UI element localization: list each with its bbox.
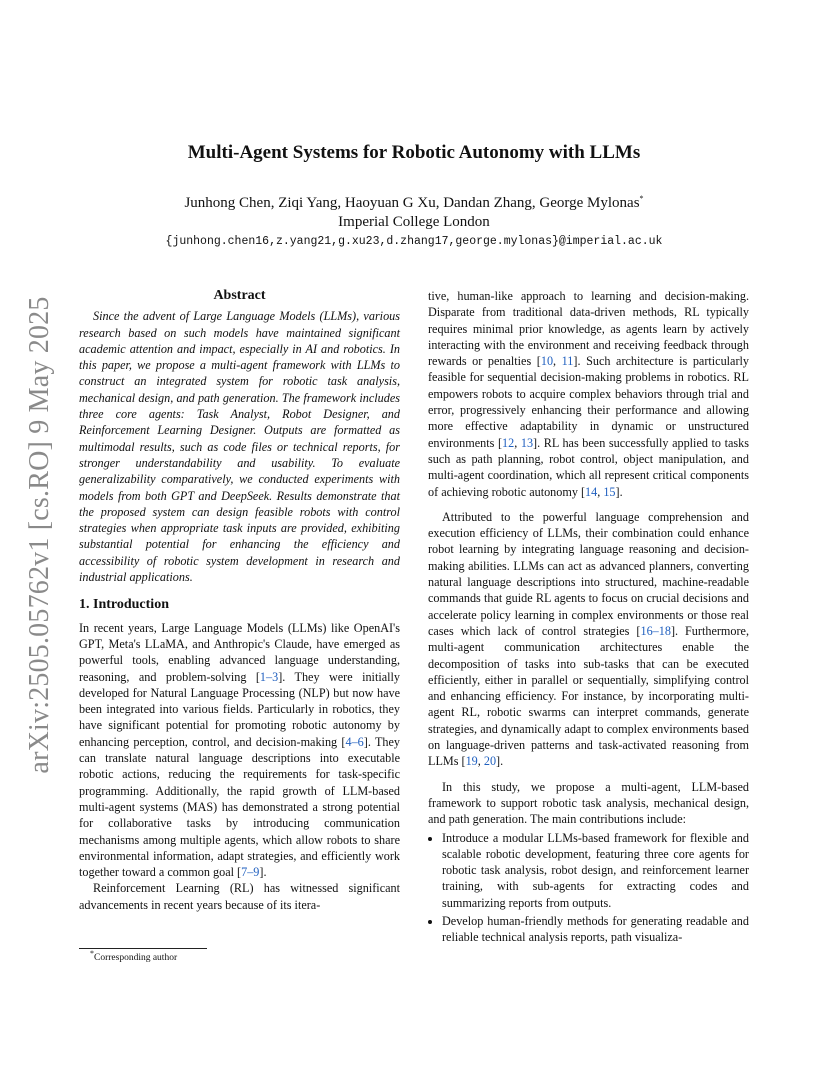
citation-link[interactable]: 10	[540, 354, 554, 369]
citation-link[interactable]: 1–3	[259, 669, 279, 684]
citation-link[interactable]: 13	[520, 435, 534, 450]
citation-link[interactable]: 19	[465, 754, 478, 769]
citation-link[interactable]: 11	[561, 354, 574, 369]
abstract-text: Since the advent of Large Language Models (LLMs), various research based on such models have maintained significant academic attention and impact, especially in AI and robotics. In this paper, we propose a multi-agent framework with LLMs to construct an integrated system for robotic task analysis, mechanical design, and path generation. The framework includes three core agents: Task Analyst, Robot Designer, and Reinforcement Learning Designer. Outputs are formatted as multimodal results, such as code files or technical reports, for stronger understandability and usability. To evaluate generalizability comparatively, we conducted experiments with models from both GPT and DeepSeek. Results demonstrate that the proposed system can design feasible robots with control strategies when appropriate task inputs are provided, exhibiting substantial potential for enhancing the efficiency and accessibility of robotic system development in research and industrial applications.	[79, 309, 400, 585]
list-item: • Develop human-friendly methods for generating readable and reliable technical analysis reports, path visualiza-	[442, 913, 749, 946]
citation-link[interactable]: 7–9	[241, 865, 260, 880]
footnote	[90, 948, 178, 963]
author-emails: {junhong.chen16,z.yang21,g.xu23,d.zhang17,george.mylonas}@imperial.ac.uk	[165, 235, 663, 248]
author-list	[0, 195, 828, 212]
intro-paragraph-2: Reinforcement Learning (RL) has witnessed significant advancements in recent years because of its itera-	[79, 881, 400, 912]
citation-link[interactable]: 4–6	[345, 734, 364, 749]
author-names: Junhong Chen, Ziqi Yang, Haoyuan G Xu, Dandan Zhang, George Mylonas	[184, 195, 640, 211]
arxiv-identifier: arXiv:2505.05762v1 [cs.RO] 9 May 2025	[24, 296, 55, 774]
right-column	[428, 288, 749, 948]
citation-link[interactable]: 14	[585, 484, 598, 499]
intro-paragraph-4: In this study, we propose a multi-agent, LLM-based framework to support robotic task analysis, mechanical design, and path generation. The main contributions include:	[428, 779, 749, 827]
corresponding-mark: *	[639, 194, 644, 203]
paper-title: Multi-Agent Systems for Robotic Autonomy with LLMs	[187, 142, 641, 163]
footnote-divider	[79, 948, 207, 949]
arxiv-side-stamp	[20, 296, 60, 774]
citation-link[interactable]: 16–18	[640, 623, 671, 638]
section-heading-introduction: 1. Introduction	[79, 597, 169, 613]
list-item: • Introduce a modular LLMs-based framework for flexible and scalable robotic development, featuring three core agents for robotic task analysis, robot design, and reinforcement learner training, with sub-agents for extracting codes and summarizing reports from outputs.	[442, 830, 749, 911]
intro-paragraph-1: In recent years, Large Language Models (LLMs) like OpenAI's GPT, Meta's LLaMA, and Anthropic's Claude, have emerged as powerful tools, enabling advanced language understanding, reasoning, and problem-solving [1–3]. They were initially developed for Natural Language Processing (NLP) but now have been integrated into various fields. Particularly in robotics, they have significant potential for promoting robotic autonomy by enhancing perception, control, and decision-making [4–6]. They can translate natural language descriptions into executable robotic actions, reducing the requirements for task-specific programming. Additionally, the rapid growth of LLM-based multi-agent systems (MAS) has demonstrated a strong potential for collaborative tasks by introducing communication mechanisms among multiple agents, which allow robots to share environmental information, adapt strategies, and efficiently work together toward a common goal [7–9].	[79, 620, 400, 880]
footnote-text: Corresponding author	[94, 953, 178, 963]
citation-link[interactable]: 20	[483, 754, 497, 769]
citation-link[interactable]: 15	[603, 484, 616, 499]
footnote-mark: *	[90, 948, 94, 958]
intro-paragraph-3: Attributed to the powerful language comprehension and execution efficiency of LLMs, their combination could enhance robot learning by integrating language reasoning and decision-making abilities. LLMs can act as advanced planners, converting natural language descriptions into structured, machine-readable commands that guide RL agents to focus on crucial decisions and accelerate policy learning in complex environments or those real cases which lack of control strategies [16–18]. Furthermore, multi-agent communication architectures enable the decomposition of tasks into sub-tasks that can be executed efficiently, either in parallel or sequentially, simplifying control and enhancing efficiency. For instance, by incorporating multi-agent RL, robotic swarms can interpret commands, generate strategies, and dynamically adapt to complex environments based on language-driven patterns and task-activated reasoning from LLMs [19, 20].	[428, 509, 749, 769]
affiliation: Imperial College London	[338, 214, 490, 230]
abstract-heading: Abstract	[213, 288, 266, 303]
citation-link[interactable]: 12	[502, 435, 515, 450]
intro-paragraph-2-continued: tive, human-like approach to learning and decision-making. Disparate from traditional data-driven methods, RL typically requires minimal prior knowledge, as agents learn by actively interacting with the environment and receiving feedback through rewards or penalties [10, 11]. Such architecture is particularly feasible for sequential decision-making problems in robotics. RL empowers robots to acquire complex behaviors through trial and error, progressively enhancing their performance and allowing more effective adaptability in dynamic or unstructured environments [12, 13]. RL has been successfully applied to tasks such as path planning, robot control, object manipulation, and multi-agent coordination, which all represent critical components of achieving robotic autonomy [14, 15].	[428, 289, 750, 499]
left-column	[79, 288, 400, 913]
contributions-list	[428, 830, 749, 946]
